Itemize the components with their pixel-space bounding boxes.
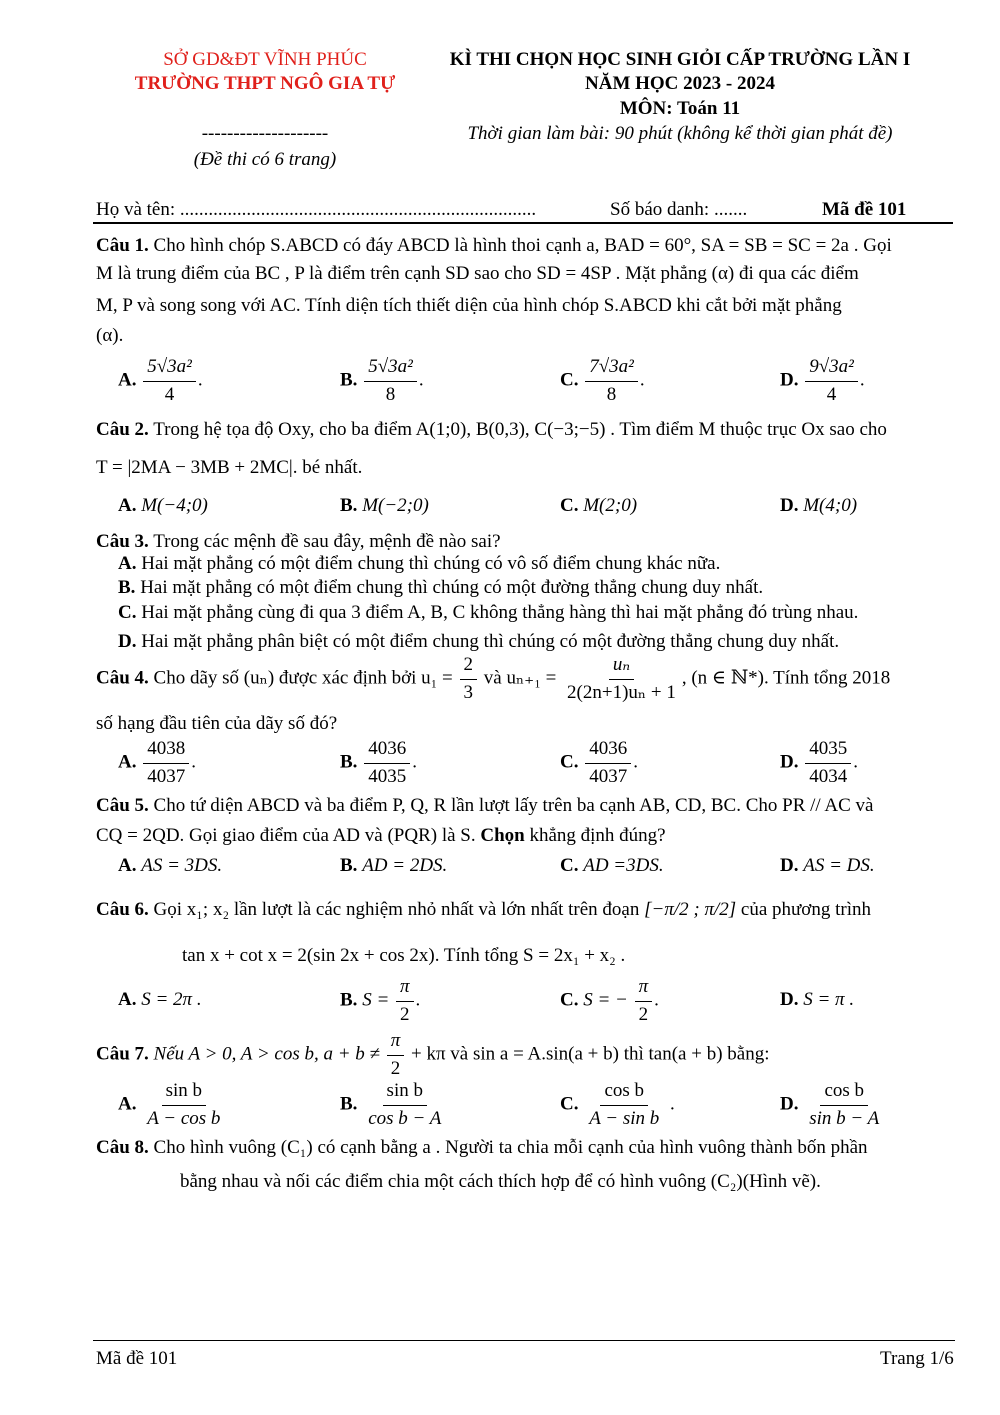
q3-line-1 [96, 530, 904, 555]
q8-number: Câu 8. [96, 1137, 149, 1158]
q6-interval: [−π/2 ; π/2] [644, 899, 737, 920]
q6-option-d[interactable] [780, 988, 854, 1013]
option-fraction [805, 356, 858, 407]
q6-line-2: tan x + cot x = 2(sin 2x + cos 2x). Tính tổng S = 2x₁ + x₂ . [182, 945, 626, 966]
denominator: 4035 [368, 765, 407, 787]
q1-text-1: Cho hình chóp S.ABCD có đáy ABCD là hình thoi cạnh a, BAD = 60°, SA = SB = SC = 2a . Gọi [153, 235, 892, 256]
option-label: D. [780, 751, 799, 773]
option-label: C. [560, 369, 579, 391]
q1-line-4: (α). [96, 325, 124, 346]
q4-option-a[interactable]: A. $\frac{4038}{4037}$ . [118, 738, 196, 787]
footer-exam-code: Mã đề 101 [96, 1348, 178, 1369]
q4-line-1 [96, 654, 904, 705]
q3-option-a[interactable] [118, 552, 720, 577]
numerator: 4035 [805, 738, 851, 764]
option-fraction [364, 1080, 445, 1131]
q6-option-c[interactable]: C. S = − $\frac{\pi}{2}$ . [560, 976, 659, 1025]
option-text: Hai mặt phẳng có một điểm chung thì chúng có vô số điểm chung khác nữa. [141, 553, 721, 574]
option-fraction [143, 1080, 224, 1131]
header-dashes: -------------------- [201, 123, 329, 144]
q7-text-1b: + kπ và sin a = A.sin(a + b) thì tan(a + b) bằng: [411, 1043, 770, 1065]
option-text: AD =3DS. [583, 855, 664, 876]
q4-option-d[interactable]: D. $\frac{4035}{4034}$ . [780, 738, 858, 787]
q4-option-b[interactable]: B. $\frac{4036}{4035}$ . [340, 738, 417, 787]
numerator: 4036 [585, 738, 631, 764]
q2-option-a[interactable] [118, 494, 208, 519]
denominator: 4037 [147, 765, 186, 787]
option-label: D. [780, 1093, 799, 1115]
exam-code: Mã đề 101 [822, 199, 907, 220]
q4-text-1a: Cho dãy số (uₙ) được xác định bởi u₁ = [153, 667, 453, 689]
q7-option-d[interactable] [780, 1080, 885, 1131]
option-label: A. [118, 495, 137, 516]
option-text: AS = DS. [803, 855, 875, 876]
option-label: B. [340, 1093, 358, 1115]
q2-option-d[interactable] [780, 494, 857, 519]
department-name: SỞ GD&ĐT VĨNH PHÚC [163, 49, 367, 70]
q1-line-2: M là trung điểm của BC , P là điểm trên cạnh SD sao cho SD = 4SP . Mặt phẳng (α) đi qua các điểm [96, 263, 859, 284]
numerator: 4036 [364, 738, 410, 764]
option-text: Hai mặt phẳng cùng đi qua 3 điểm A, B, C không thẳng hàng thì hai mặt phẳng đó trùng nhau. [141, 602, 859, 623]
header-rule [93, 222, 953, 224]
denominator: 8 [385, 383, 396, 405]
option-label: B. [340, 855, 358, 876]
option-fraction [143, 356, 196, 407]
q3-option-d[interactable] [118, 630, 839, 655]
q5-text-1: Cho tứ diện ABCD và ba điểm P, Q, R lần lượt lấy trên ba cạnh AB, CD, BC. Cho PR // AC và [153, 795, 874, 816]
option-label: A. [118, 369, 137, 391]
option-text: M(2;0) [583, 495, 638, 516]
denominator: 4037 [589, 765, 628, 787]
q5-choose-bold: Chọn [480, 825, 525, 846]
numerator: sin b [162, 1080, 206, 1106]
q6-option-a[interactable] [118, 988, 202, 1013]
footer-page-number: Trang 1/6 [880, 1348, 954, 1369]
option-fraction [585, 738, 631, 789]
numerator: 5√3a² [143, 356, 196, 382]
option-label: D. [780, 495, 799, 516]
q5-option-d[interactable] [780, 854, 875, 879]
q1-line-1 [96, 234, 904, 259]
numerator: 7√3a² [585, 356, 638, 382]
q4-recurrence-fraction [563, 654, 680, 705]
q5-option-c[interactable] [560, 854, 664, 879]
denominator: 2 [400, 1003, 410, 1025]
option-label: D. [780, 989, 799, 1010]
option-label: B. [118, 577, 136, 598]
q4-line-2: số hạng đầu tiên của dãy số đó? [96, 713, 338, 734]
option-label: A. [118, 553, 137, 574]
q2-line-1 [96, 418, 904, 443]
denominator: 4 [826, 383, 837, 405]
school-year: NĂM HỌC 2023 - 2024 [585, 73, 775, 94]
q4-number: Câu 4. [96, 667, 149, 689]
option-label: A. [118, 751, 137, 773]
numerator: 9√3a² [805, 356, 858, 382]
q7-option-a[interactable] [118, 1080, 226, 1131]
q5-line-2 [96, 824, 904, 849]
q1-number: Câu 1. [96, 235, 149, 256]
denominator: 4 [164, 383, 175, 405]
denominator: 2 [390, 1057, 401, 1079]
q2-number: Câu 2. [96, 419, 149, 440]
exam-title: KÌ THI CHỌN HỌC SINH GIỎI CẤP TRƯỜNG LẦN I [449, 49, 911, 70]
q6-text-1a: Gọi x₁; x₂ lần lượt là các nghiệm nhỏ nhất và lớn nhất trên đoạn [153, 899, 640, 920]
option-label: B. [340, 495, 358, 516]
q3-option-c[interactable] [118, 601, 858, 626]
numerator: π [635, 976, 653, 1002]
q8-text-1: Cho hình vuông (C₁) có cạnh bằng a . Người ta chia mỗi cạnh của hình vuông thành bốn phần [153, 1137, 868, 1158]
numerator: uₙ [609, 654, 634, 680]
q6-number: Câu 6. [96, 899, 149, 920]
q5-number: Câu 5. [96, 795, 149, 816]
q6-option-b[interactable]: B. S = $\frac{\pi}{2}$ . [340, 976, 421, 1025]
q7-option-b[interactable] [340, 1080, 447, 1131]
q1-line-3: M, P và song song với AC. Tính diện tích thiết diện của hình chóp S.ABCD khi cắt bởi mặt phẳng [96, 295, 842, 316]
option-label: B. [340, 751, 358, 773]
option-prefix: S = − [583, 989, 628, 1011]
q5-text-2c: khẳng định đúng? [524, 825, 666, 846]
denominator: sin b − A [809, 1107, 880, 1129]
q8-line-2: bằng nhau và nối các điểm chia một cách thích hợp để có hình vuông (C₂)(Hình vẽ). [180, 1171, 821, 1192]
option-label: C. [560, 989, 579, 1011]
option-label: D. [118, 631, 137, 652]
option-fraction [585, 1080, 663, 1131]
denominator: 8 [606, 383, 617, 405]
option-label: C. [560, 855, 579, 876]
numerator: π [396, 976, 414, 1002]
option-fraction [585, 356, 638, 407]
numerator: cos b [600, 1080, 648, 1106]
numerator: 4038 [143, 738, 189, 764]
option-text: Hai mặt phẳng có một điểm chung thì chúng có một đường thẳng chung duy nhất. [140, 577, 764, 598]
option-text: Hai mặt phẳng phân biệt có một điểm chung thì chúng có một đường thẳng chung duy nhất. [141, 631, 840, 652]
option-text: AD = 2DS. [362, 855, 448, 876]
q7-option-c[interactable]: C. $\frac{\text{cos b}}{\text{A − sin b}}$ . [560, 1080, 675, 1129]
option-text: S = 2π . [141, 989, 202, 1010]
option-text: M(4;0) [803, 495, 858, 516]
option-text: M(−2;0) [362, 495, 429, 516]
option-fraction [805, 738, 851, 789]
option-label: A. [118, 855, 137, 876]
option-fraction [143, 738, 189, 789]
denominator: A − sin b [589, 1107, 660, 1129]
denominator: cos b − A [368, 1107, 442, 1129]
option-label: A. [118, 989, 137, 1010]
q5-text-2: CQ = 2QD. Gọi giao điểm của AD và (PQR) là S. [96, 825, 476, 846]
q4-text-1c: , (n ∈ ℕ*). Tính tổng 2018 [681, 667, 891, 689]
pages-note: (Đề thi có 6 trang) [193, 149, 337, 170]
school-name: TRƯỜNG THPT NGÔ GIA TỰ [134, 73, 396, 94]
q7-number: Câu 7. [96, 1043, 149, 1065]
option-prefix: S = [362, 989, 390, 1011]
q7-fraction [387, 1030, 405, 1081]
option-text: S = π . [803, 989, 855, 1010]
q5-option-b[interactable] [340, 854, 447, 879]
numerator: cos b [820, 1080, 868, 1106]
numerator: sin b [383, 1080, 427, 1106]
q1-option-b[interactable]: B. $\frac{\text{5√3a²}}{8}$ . [340, 356, 424, 405]
option-label: D. [780, 369, 799, 391]
q1-option-d[interactable]: D. $\frac{\text{9√3a²}}{4}$ . [780, 356, 865, 405]
q1-option-a[interactable]: A. $\frac{\text{5√3a²}}{4}$ . [118, 356, 203, 405]
option-label: C. [118, 602, 137, 623]
q8-line-1 [96, 1136, 904, 1161]
q5-option-a[interactable] [118, 854, 222, 879]
option-label: C. [560, 751, 579, 773]
denominator: 3 [463, 681, 474, 703]
option-fraction [364, 738, 410, 789]
option-fraction [396, 976, 414, 1027]
q4-option-c[interactable]: C. $\frac{4036}{4037}$ . [560, 738, 638, 787]
denominator: 2 [638, 1003, 649, 1025]
option-label: C. [560, 1093, 579, 1115]
student-name-field: Họ và tên: ........................................................................... [96, 199, 537, 220]
option-fraction [805, 1080, 883, 1131]
q7-line-1 [96, 1030, 904, 1081]
q2-line-2: T = |2MA − 3MB + 2MC|. bé nhất. [96, 457, 363, 478]
denominator: A − cos b [147, 1107, 221, 1129]
time-note: Thời gian làm bài: 90 phút (không kể thời gian phát đề) [467, 123, 893, 144]
student-id-field: Số báo danh: ....... [610, 199, 748, 220]
option-label: A. [118, 1093, 137, 1115]
option-fraction [635, 976, 653, 1027]
q2-option-c[interactable] [560, 494, 637, 519]
option-text: M(−4;0) [141, 495, 208, 516]
option-fraction [364, 356, 417, 407]
q3-option-b[interactable] [118, 576, 763, 601]
subject: MÔN: Toán 11 [619, 98, 741, 119]
footer-rule [93, 1340, 955, 1341]
q7-text-1a: Nếu A > 0, A > cos b, a + b ≠ [153, 1043, 380, 1065]
denominator: 4034 [809, 765, 848, 787]
q6-text-1b: của phương trình [740, 899, 871, 920]
q2-text-1: Trong hệ tọa độ Oxy, cho ba điểm A(1;0), B(0,3), C(−3;−5) . Tìm điểm M thuộc trục Ox sao cho [153, 419, 887, 440]
numerator: 2 [460, 654, 478, 680]
denominator: 2(2n+1)uₙ + 1 [567, 681, 676, 703]
option-label: D. [780, 855, 799, 876]
option-text: AS = 3DS. [141, 855, 223, 876]
option-label: C. [560, 495, 579, 516]
q4-u1-fraction [460, 654, 478, 705]
q5-line-1 [96, 794, 904, 819]
option-label: B. [340, 989, 358, 1011]
q2-option-b[interactable] [340, 494, 429, 519]
q4-text-1b: và uₙ₊₁ = [483, 667, 557, 689]
q1-option-c[interactable]: C. $\frac{\text{7√3a²}}{8}$ . [560, 356, 645, 405]
q6-line-1 [96, 898, 904, 923]
numerator: 5√3a² [364, 356, 417, 382]
q3-stem: Trong các mệnh đề sau đây, mệnh đề nào sai? [153, 531, 501, 552]
q3-number: Câu 3. [96, 531, 149, 552]
option-label: B. [340, 369, 358, 391]
numerator: π [387, 1030, 405, 1056]
